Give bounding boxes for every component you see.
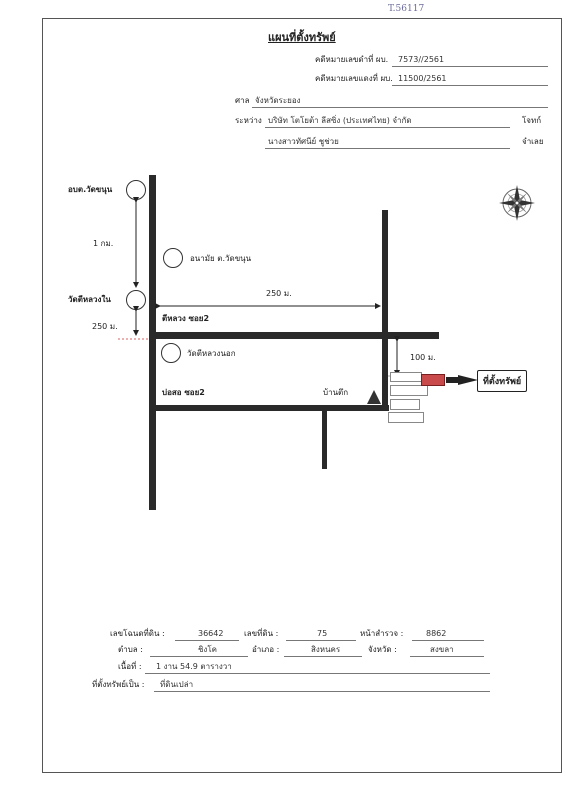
property-callout: ที่ตั้งทรัพย์ xyxy=(477,370,527,392)
deed-value: 36642 xyxy=(198,629,224,638)
court-label: ศาล xyxy=(235,96,250,105)
black-case-value: 7573//2561 xyxy=(398,55,445,64)
defendant-role: จำเลย xyxy=(522,137,544,146)
temple-in-marker xyxy=(126,290,146,310)
survey-underline xyxy=(412,640,484,641)
plaintiff-underline xyxy=(265,127,510,128)
temple-in-label: วัดตีหลวงใน xyxy=(68,295,111,304)
property-marker xyxy=(421,374,445,386)
area-underline xyxy=(145,673,490,674)
health-center-marker xyxy=(163,248,183,268)
health-center-label: อนามัย ต.วัดขนุน xyxy=(190,254,252,263)
main-road-vertical xyxy=(149,175,156,510)
plaintiff-role: โจทก์ xyxy=(522,116,542,125)
district-label: อำเภอ : xyxy=(252,645,280,654)
ti-luang-road-label: ตีหลวง ซอย2 xyxy=(162,314,210,323)
obt-label: อบต.วัดขนุน xyxy=(68,185,113,194)
defendant-name: นางสาวทัศนีย์ ชูช่วย xyxy=(268,137,339,146)
plaintiff-name: บริษัท โตโยต้า ลีสซิ่ง (ประเทศไทย) จำกัด xyxy=(268,116,412,125)
deed-underline xyxy=(175,640,239,641)
building-plot xyxy=(390,372,422,382)
black-case-label: คดีหมายเลขดำที่ ผบ. xyxy=(315,55,389,64)
between-label: ระหว่าง xyxy=(235,116,262,125)
province-value: สงขลา xyxy=(430,645,454,654)
parcel-label: เลขที่ดิน : xyxy=(244,629,279,638)
red-case-label: คดีหมายเลขแดงที่ ผบ. xyxy=(315,74,393,83)
black-case-underline xyxy=(392,66,548,67)
bo-sao-road-label: บ่อสอ ซอย2 xyxy=(162,388,205,397)
province-underline xyxy=(410,656,484,657)
deed-label: เลขโฉนดที่ดิน : xyxy=(110,629,165,638)
property-type-label: ที่ตั้งทรัพย์เป็น : xyxy=(92,680,145,689)
obt-marker xyxy=(126,180,146,200)
red-case-underline xyxy=(392,85,548,86)
subdistrict-value: ชิงโค xyxy=(198,645,217,654)
page-title: แผนที่ตั้งทรัพย์ xyxy=(268,31,336,44)
defendant-underline xyxy=(265,148,510,149)
subdistrict-underline xyxy=(150,656,248,657)
district-underline xyxy=(284,656,362,657)
court-underline xyxy=(252,107,548,108)
distance-250-horizontal-label: 250 ม. xyxy=(266,289,292,298)
ban-tuek-label: บ้านตึก xyxy=(323,388,349,397)
property-type-underline xyxy=(154,691,490,692)
property-type-value: ที่ดินเปล่า xyxy=(160,680,194,689)
parcel-value: 75 xyxy=(317,629,328,638)
building-plot xyxy=(390,385,428,396)
road-right-vertical xyxy=(382,210,388,411)
survey-value: 8862 xyxy=(426,629,447,638)
court-value: จังหวัดระยอง xyxy=(255,96,301,105)
road-short-vertical xyxy=(322,411,327,469)
temple-out-marker xyxy=(161,343,181,363)
page-frame xyxy=(42,18,562,773)
subdistrict-label: ตำบล : xyxy=(118,645,143,654)
road-bo-sao-soi2 xyxy=(149,405,389,411)
district-value: สิงหนคร xyxy=(311,645,341,654)
building-plot xyxy=(390,399,420,410)
distance-250-vertical-label: 250 ม. xyxy=(92,322,118,331)
province-label: จังหวัด : xyxy=(368,645,397,654)
red-case-value: 11500/2561 xyxy=(398,74,447,83)
parcel-underline xyxy=(286,640,356,641)
survey-label: หน้าสำรวจ : xyxy=(360,629,404,638)
temple-out-label: วัดตีหลวงนอก xyxy=(187,349,236,358)
distance-100-label: 100 ม. xyxy=(410,353,436,362)
building-plot xyxy=(388,412,424,423)
distance-1km-label: 1 กม. xyxy=(93,239,114,248)
road-ti-luang-soi2 xyxy=(149,332,439,339)
document-stamp: T.56117 xyxy=(388,4,425,14)
area-label: เนื้อที่ : xyxy=(118,662,142,671)
area-value: 1 งาน 54.9 ตารางวา xyxy=(156,662,232,671)
